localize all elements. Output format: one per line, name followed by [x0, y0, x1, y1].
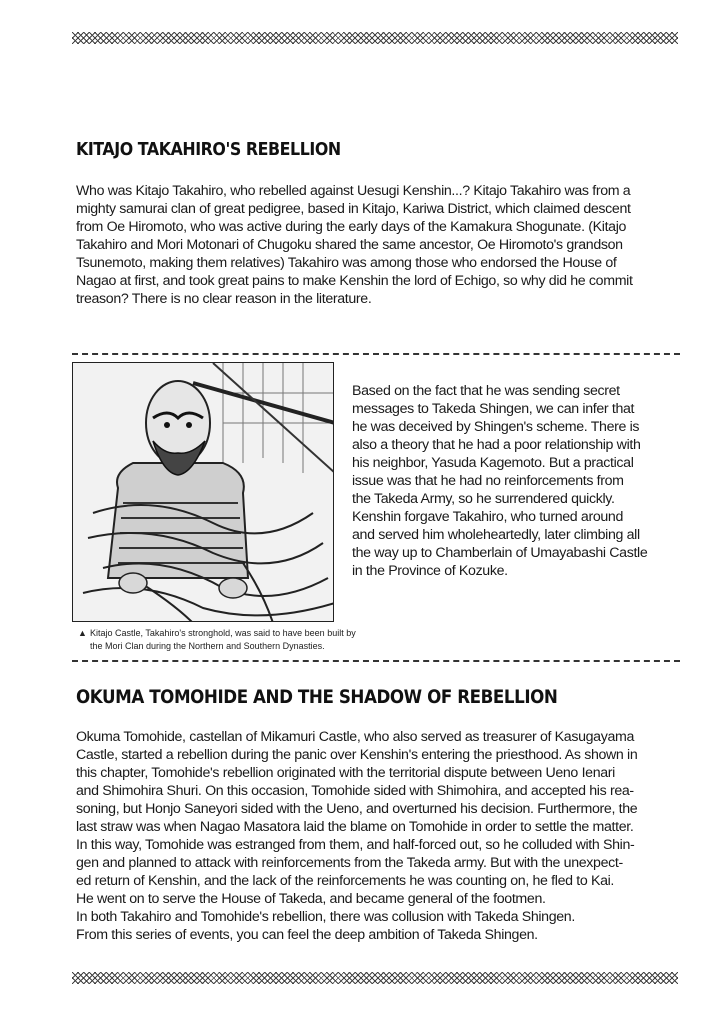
paragraph-line: Castle, started a rebellion during the panic over Kenshin's entering the priesthood. As shown in [76, 747, 638, 763]
paragraph-line: he was deceived by Shingen's scheme. There is [352, 419, 640, 435]
samurai-drawing [73, 363, 334, 622]
section-heading-kitajo: KITAJO TAKAHIRO'S REBELLION [76, 139, 341, 160]
dashed-divider-top [72, 353, 680, 355]
paragraph-line: gen and planned to attack with reinforcements from the Takeda army. But with the unexpect- [76, 855, 623, 871]
paragraph-line: the Takeda Army, so he surrendered quickly. [352, 491, 615, 507]
illustration-caption [78, 627, 378, 653]
section-paragraph-okuma [76, 728, 682, 944]
paragraph-line: mighty samurai clan of great pedigree, based in Kitajo, Kariwa District, which claimed descent [76, 201, 631, 217]
paragraph-line: From this series of events, you can feel the deep ambition of Takeda Shingen. [76, 927, 538, 943]
caption-text [78, 627, 378, 653]
section-paragraph-kitajo [76, 182, 666, 308]
decorative-border-bottom [72, 972, 678, 984]
paragraph-line: and Shimohira Shuri. On this occasion, Tomohide sided with Shimohira, and accepted his rea- [76, 783, 634, 799]
paragraph-line: also a theory that he had a poor relationship with [352, 437, 641, 453]
paragraph-line: messages to Takeda Shingen, we can infer that [352, 401, 635, 417]
paragraph-line: his neighbor, Yasuda Kagemoto. But a practical [352, 455, 634, 471]
paragraph-line: Nagao at first, and took great pains to make Kenshin the lord of Echigo, so why did he commit [76, 273, 633, 289]
paragraph-line: Who was Kitajo Takahiro, who rebelled against Uesugi Kenshin...? Kitajo Takahiro was from a [76, 183, 631, 199]
caption-line: Kitajo Castle, Takahiro's stronghold, was said to have been built by [90, 628, 356, 638]
paragraph-line: ed return of Kenshin, and the lack of the reinforcements he was counting on, he fled to Kai. [76, 873, 615, 889]
paragraph-line: Okuma Tomohide, castellan of Mikamuri Castle, who also served as treasurer of Kasugayama [76, 729, 634, 745]
paragraph-line: In both Takahiro and Tomohide's rebellion, there was collusion with Takeda Shingen. [76, 909, 575, 925]
paragraph-line: Kenshin forgave Takahiro, who turned around [352, 509, 623, 525]
paragraph-line: treason? There is no clear reason in the literature. [76, 291, 372, 307]
paragraph-line: Based on the fact that he was sending secret [352, 383, 620, 399]
caption-line: the Mori Clan during the Northern and Southern Dynasties. [90, 641, 325, 651]
manga-illustration-samurai [72, 362, 334, 622]
triangle-marker-icon: ▲ [78, 628, 87, 638]
decorative-border-top [72, 32, 678, 44]
paragraph-line: Takahiro and Mori Motonari of Chugoku shared the same ancestor, Oe Hiromoto's grandson [76, 237, 623, 253]
paragraph-line: from Oe Hiromoto, who was active during the early days of the Kamakura Shogunate. (Kitajo [76, 219, 627, 235]
paragraph-line: this chapter, Tomohide's rebellion originated with the territorial dispute between Ueno Ienari [76, 765, 615, 781]
paragraph-line: He went on to serve the House of Takeda, and became general of the footmen. [76, 891, 546, 907]
aside-paragraph [352, 382, 682, 580]
paragraph-line: issue was that he had no reinforcements from [352, 473, 624, 489]
dashed-divider-bottom [72, 660, 680, 662]
paragraph-line: the way up to Chamberlain of Umayabashi Castle [352, 545, 648, 561]
paragraph-line: last straw was when Nagao Masatora laid the blame on Tomohide in order to settle the matter. [76, 819, 634, 835]
paragraph-line: in the Province of Kozuke. [352, 563, 508, 579]
paragraph-line: Tsunemoto, making them relatives) Takahiro was among those who endorsed the House of [76, 255, 617, 271]
section-heading-okuma: OKUMA TOMOHIDE AND THE SHADOW OF REBELLION [76, 686, 558, 708]
paragraph-line: soning, but Honjo Saneyori sided with the Ueno, and overturned his decision. Furthermore, the [76, 801, 638, 817]
paragraph-line: and served him wholeheartedly, later climbing all [352, 527, 640, 543]
paragraph-line: In this way, Tomohide was estranged from them, and half-forced out, so he colluded with Shin- [76, 837, 635, 853]
